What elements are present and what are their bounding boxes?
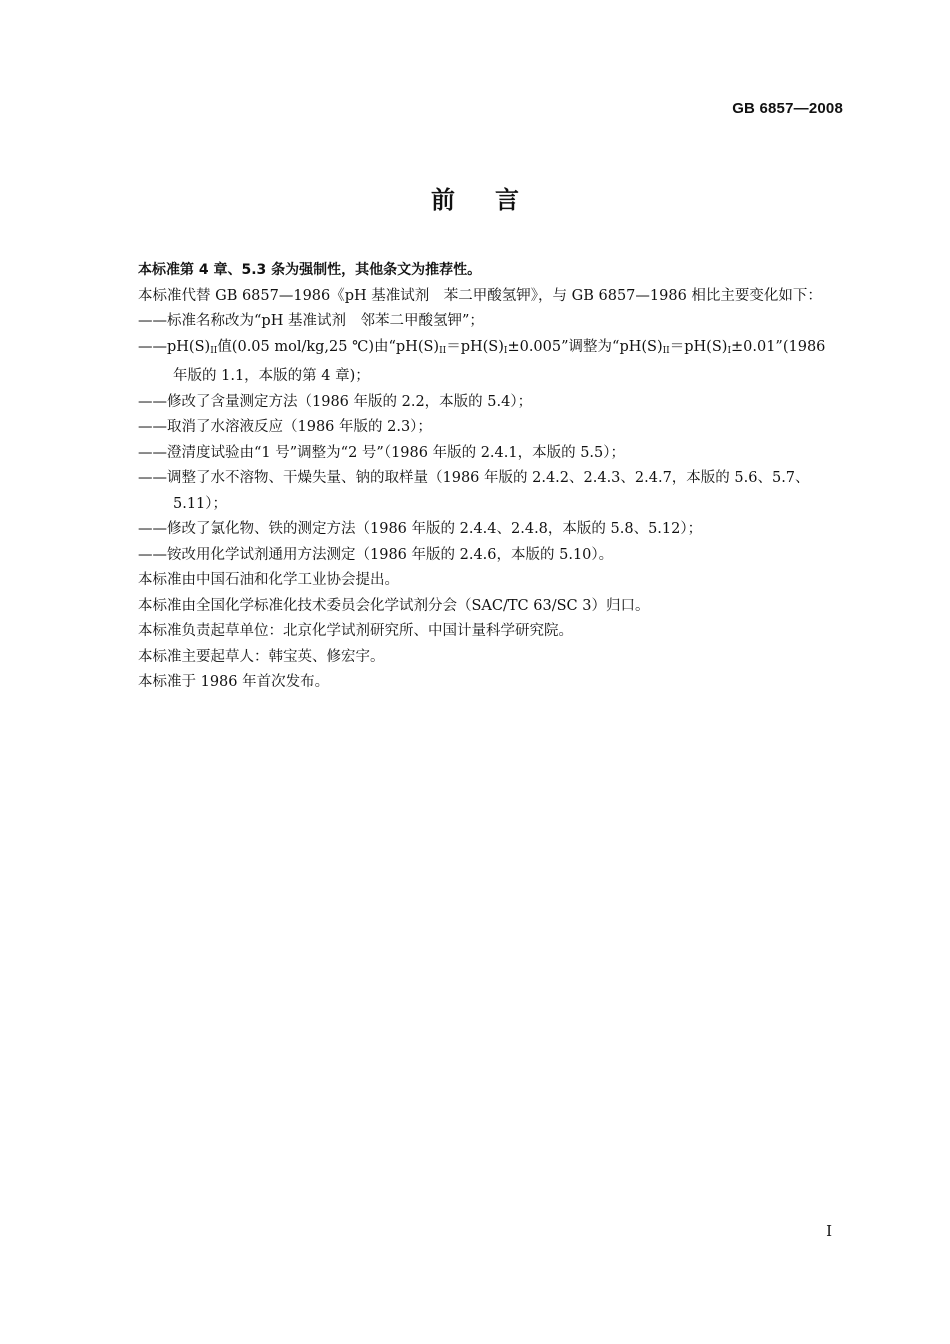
change-item-5: ——澄清度试验由“1 号”调整为“2 号”（1986 年版的 2.4.1，本版的 5.5）； xyxy=(138,444,626,461)
replacement-paragraph: 本标准代替 GB 6857—1986《pH 基准试剂 苯二甲酸氢钾》，与 GB 6857—1986 相比主要变化如下： xyxy=(138,287,822,304)
page-number: I xyxy=(826,1222,832,1240)
change-item-4: ——取消了水溶液反应（1986 年版的 2.3）； xyxy=(138,419,432,435)
drafters-paragraph: 本标准主要起草人：韩宝英、修宏宇。 xyxy=(138,648,385,665)
change-item-6: ——调整了水不溶物、干燥失量、钠的取样量（1986 年版的 2.4.2、2.4.3、2.4.7，本版的 5.6、5.7、5.11）； xyxy=(138,470,810,512)
change-item-2: $——pH(S)_{II}$值(0.05 mol/kg,25 ℃)由“$pH(S)_{II}=pH(S)_I\pm 0.005$”调整为“$pH(S)_{II}=pH(S)_I\pm 0.01”(1986$ 年版的 1.1，本版的第 4 章)； xyxy=(138,338,826,384)
proposed-by-paragraph: 本标准由中国石油和化学工业协会提出。 xyxy=(138,572,399,588)
change-item-3: ——修改了含量测定方法（1986 年版的 2.2，本版的 5.4）； xyxy=(138,393,533,410)
mandatory-clause-paragraph: 本标准第 4 章、5.3 条为强制性，其他条文为推荐性。 xyxy=(138,262,482,278)
change-item-1: ——标准名称改为“pH 基准试剂 邻苯二甲酸氢钾”； xyxy=(138,313,484,329)
standard-code: GB 6857—2008 xyxy=(732,100,843,117)
first-issue-paragraph: 本标准于 1986 年首次发布。 xyxy=(138,674,330,690)
centralized-by-paragraph: 本标准由全国化学标准化技术委员会化学试剂分会（SAC/TC 63/SC 3）归口。 xyxy=(138,597,650,614)
change-item-8: ——铵改用化学试剂通用方法测定（1986 年版的 2.4.6，本版的 5.10）。 xyxy=(138,546,614,563)
drafting-units-paragraph: 本标准负责起草单位：北京化学试剂研究所、中国计量科学研究院。 xyxy=(138,623,573,639)
page-title: 前言 xyxy=(431,186,559,214)
document-body xyxy=(108,258,843,696)
change-item-7: ——修改了氯化物、铁的测定方法（1986 年版的 2.4.4、2.4.8，本版的 5.8、5.12）； xyxy=(138,521,703,537)
